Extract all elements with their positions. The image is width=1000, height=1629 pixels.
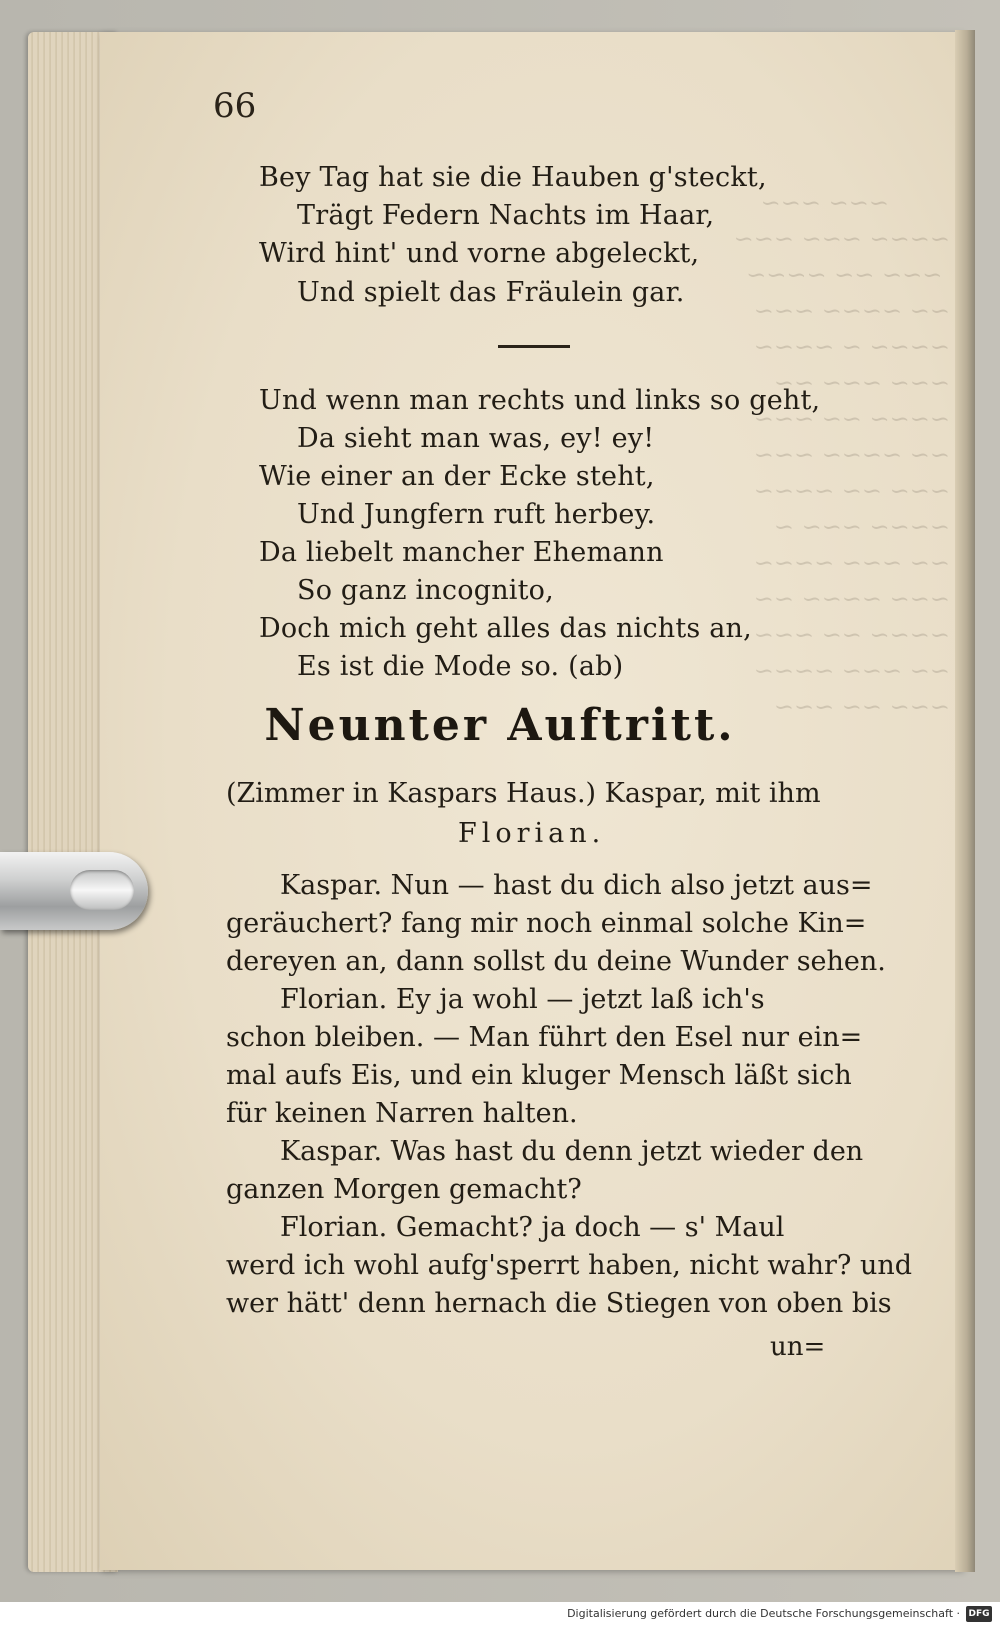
dialogue-line: Florian. Ey ja wohl — jetzt laß ich's xyxy=(280,984,765,1015)
dialogue-line: werd ich wohl aufg'sperrt haben, nicht wahr? und xyxy=(226,1250,913,1281)
dialogue-line: geräuchert? fang mir noch einmal solche Kin= xyxy=(226,908,867,939)
section-divider xyxy=(498,345,570,348)
dfg-logo: DFG xyxy=(966,1606,992,1622)
dialogue-line: Kaspar. Was hast du denn jetzt wieder den xyxy=(280,1136,864,1167)
digitization-footer xyxy=(0,1602,1000,1629)
footer-credit: Digitalisierung gefördert durch die Deutsche Forschungsgemeinschaft · xyxy=(567,1607,960,1620)
dialogue-line: wer hätt' denn hernach die Stiegen von oben bis xyxy=(226,1288,892,1319)
dialogue-line: Kaspar. Nun — hast du dich also jetzt aus= xyxy=(280,870,873,901)
verse-line: Und Jungfern ruft herbey. xyxy=(297,499,656,530)
reverse-show-through: ~~~ ~~~ ~~~~ ~~~ ~~~ ~~~ ~~ ~~~~ ~~ ~~~~ ~~~ ~~~~ ~ ~~~~ ~~~ ~~~ ~~ ~~~~ ~~ ~~~ ~~ ~~~~ ~~~ ~~~ ~~ ~~~~ ~~~~ ~~~ ~ ~~ ~~~ ~~~~ ~~~ ~~~~ ~~ ~~~~ ~~ ~~~ ~~ ~~~ ~~~~ ~~~ ~~ ~~~ xyxy=(733,189,950,721)
catchword: un= xyxy=(770,1332,826,1362)
clip-hole xyxy=(70,870,134,910)
verse-line: Trägt Federn Nachts im Haar, xyxy=(297,200,715,231)
verse-line: Es ist die Mode so. (ab) xyxy=(297,651,624,682)
dialogue-line: ganzen Morgen gemacht? xyxy=(226,1174,582,1205)
dialogue-line: mal aufs Eis, und ein kluger Mensch läßt sich xyxy=(226,1060,852,1091)
scene-heading: Neunter Auftritt. xyxy=(264,700,736,751)
verse-line: Da liebelt mancher Ehemann xyxy=(259,537,664,568)
verse-line: Wird hint' und vorne abgeleckt, xyxy=(259,238,700,269)
verse-line: Doch mich geht alles das nichts an, xyxy=(259,613,752,644)
verse-line: Und spielt das Fräulein gar. xyxy=(297,277,685,308)
verse-line: So ganz incognito, xyxy=(297,575,554,606)
dialogue-line: für keinen Narren halten. xyxy=(226,1098,578,1129)
dialogue-line: dereyen an, dann sollst du deine Wunder sehen. xyxy=(226,946,886,977)
right-page-edge xyxy=(955,30,975,1572)
verse-line: Und wenn man rechts und links so geht, xyxy=(259,385,821,416)
page-number: 66 xyxy=(213,86,257,126)
stage-direction: (Zimmer in Kaspars Haus.) Kaspar, mit ihm xyxy=(226,778,821,809)
dialogue-line: Florian. Gemacht? ja doch — s' Maul xyxy=(280,1212,785,1243)
verse-line: Da sieht man was, ey! ey! xyxy=(297,423,655,454)
metal-page-clip-icon xyxy=(0,852,148,930)
verse-line: Wie einer an der Ecke steht, xyxy=(259,461,655,492)
stage-direction: Florian. xyxy=(458,818,606,849)
verse-line: Bey Tag hat sie die Hauben g'steckt, xyxy=(259,162,767,193)
dialogue-line: schon bleiben. — Man führt den Esel nur ein= xyxy=(226,1022,863,1053)
